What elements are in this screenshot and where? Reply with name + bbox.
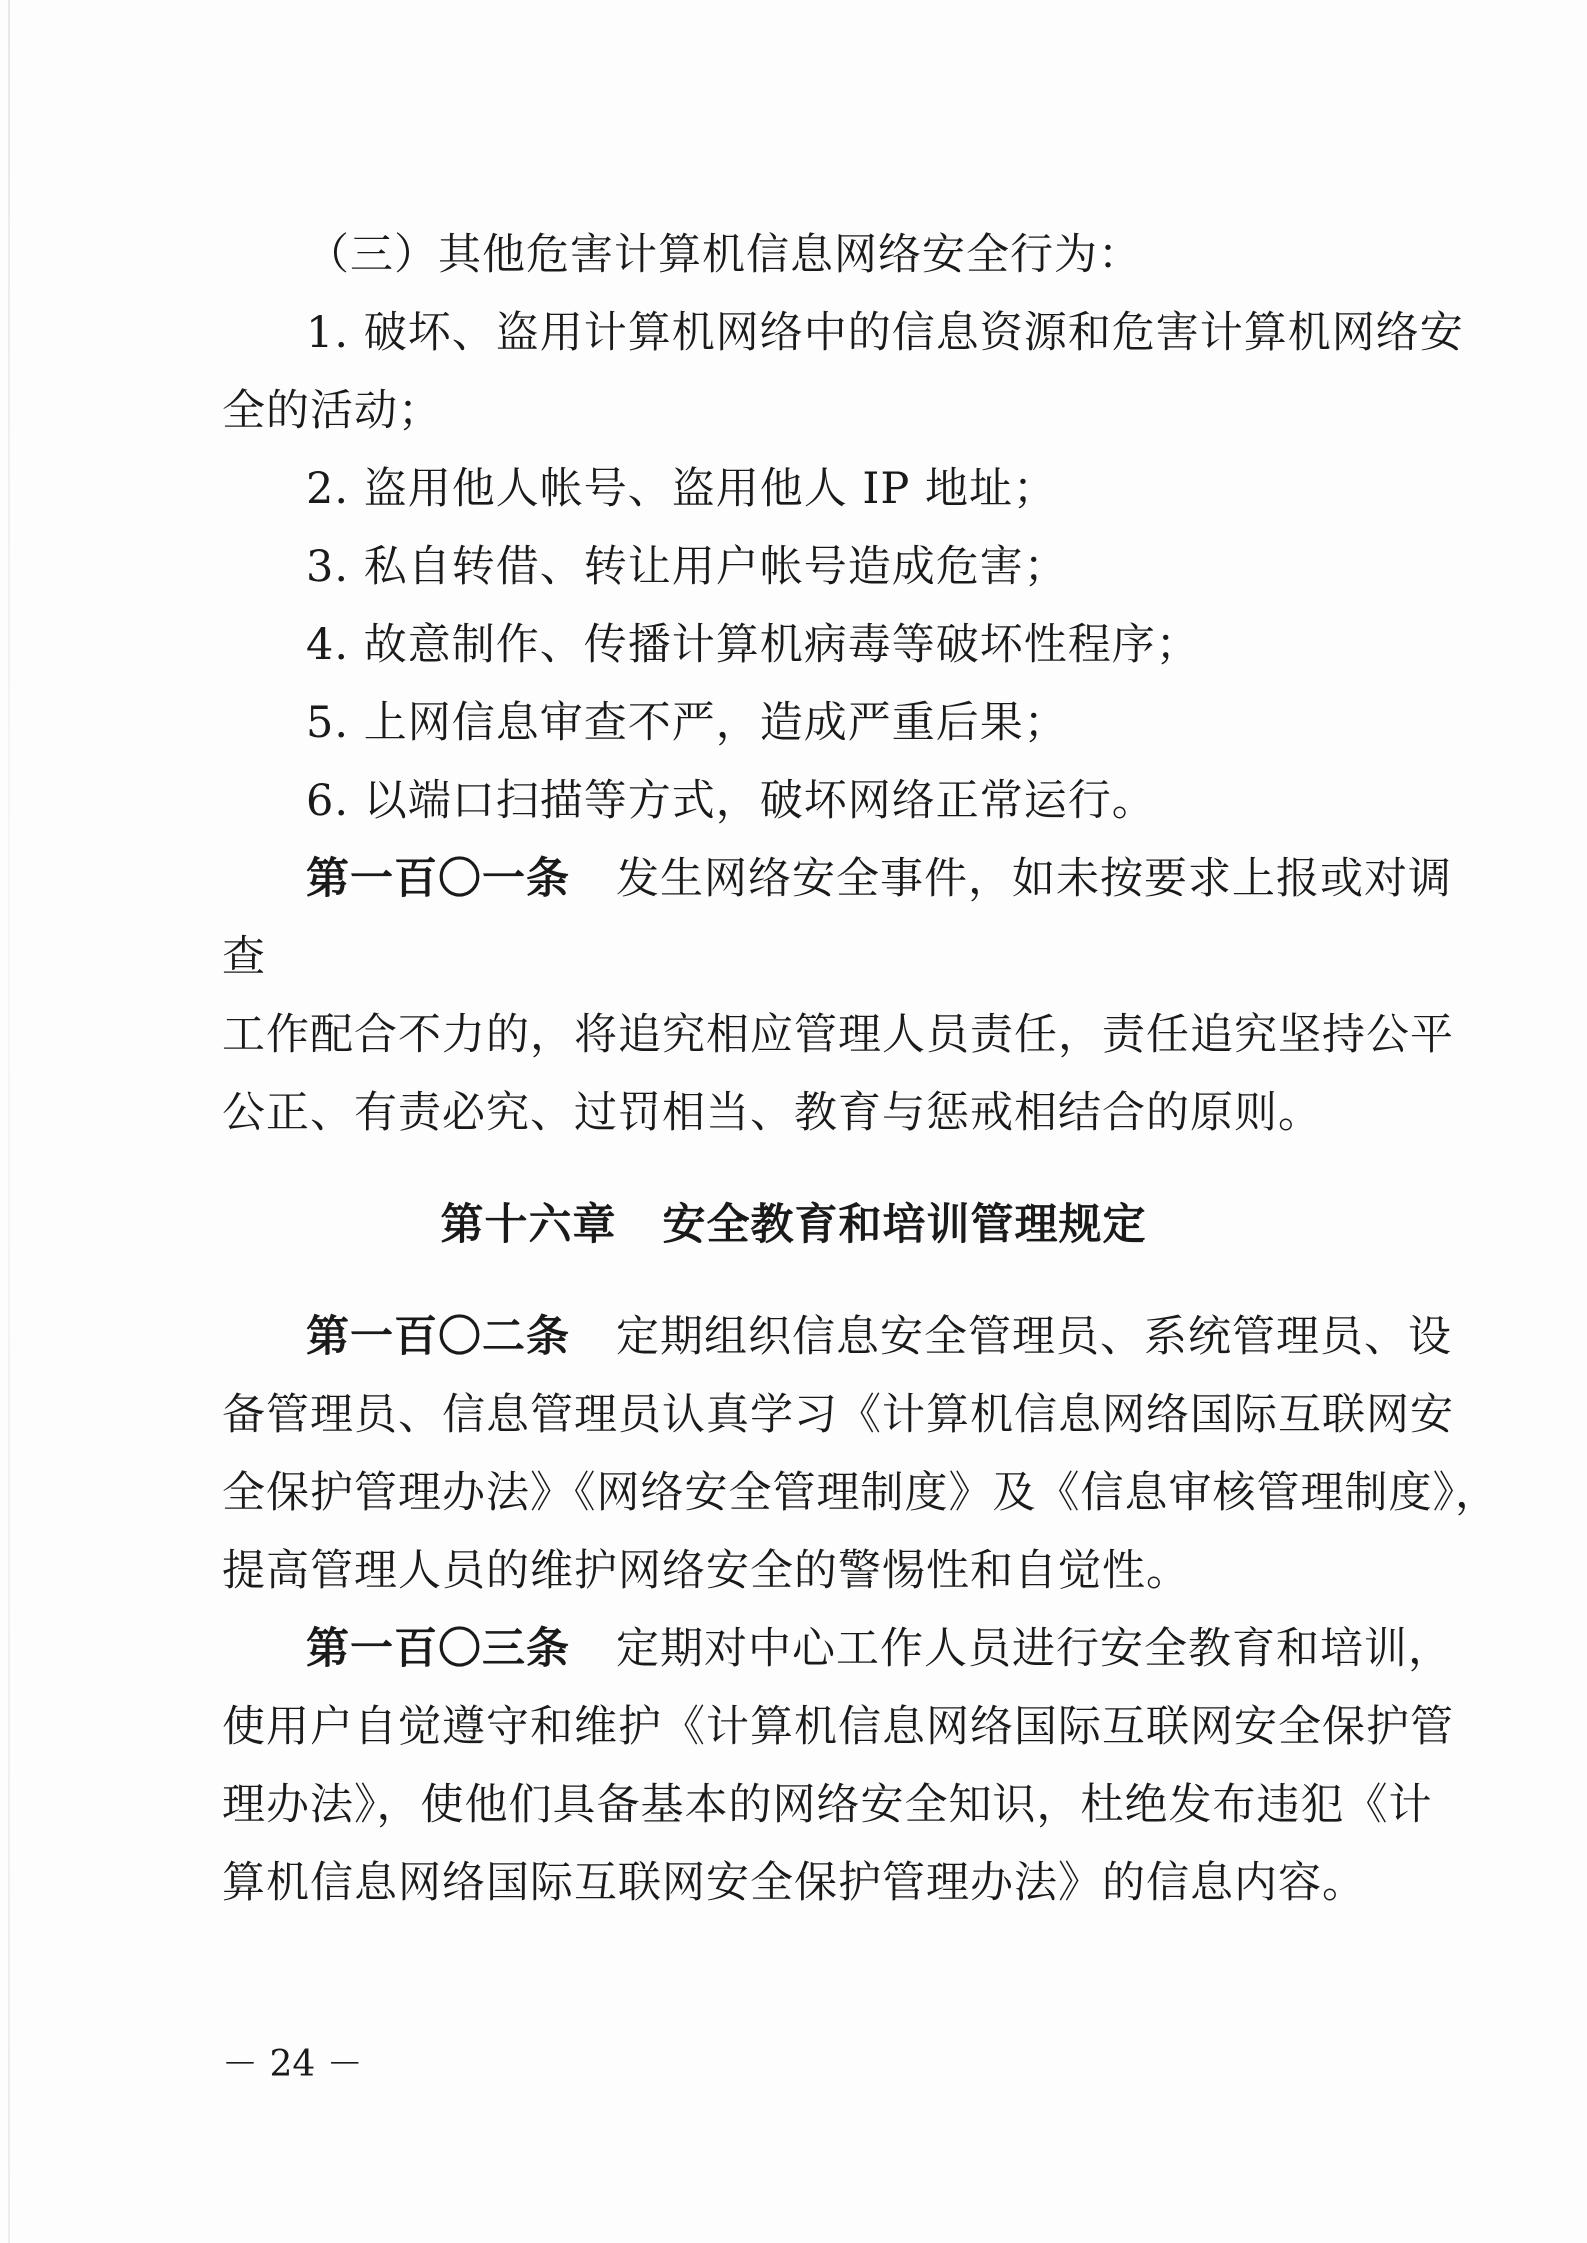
item-3: 3. 私自转借、转让用户帐号造成危害； xyxy=(306,542,1068,592)
chapter-number: 第十六章 xyxy=(440,1200,617,1250)
article-101-text-1: 发生网络安全事件，如未按要求上报或对调 xyxy=(616,854,1452,904)
article-103-label: 第一百〇三条 xyxy=(306,1624,570,1674)
article-102-line-1 xyxy=(306,1307,1452,1367)
chapter-heading xyxy=(0,1195,1587,1255)
article-102-line-4: 提高管理人员的维护网络安全的警惕性和自觉性。 xyxy=(222,1546,1190,1596)
item-6: 6. 以端口扫描等方式，破坏网络正常运行。 xyxy=(306,776,1156,826)
article-101-line-1 xyxy=(306,849,1452,909)
page-number: － 24 － xyxy=(222,2044,363,2085)
article-103-line-3: 理办法》，使他们具备基本的网络安全知识，杜绝发布违犯《计 xyxy=(222,1780,1433,1830)
article-103-line-1 xyxy=(306,1619,1452,1679)
article-102-line-2: 备管理员、信息管理员认真学习《计算机信息网络国际互联网安 xyxy=(222,1390,1454,1440)
article-103-line-4: 算机信息网络国际互联网安全保护管理办法》的信息内容。 xyxy=(222,1858,1366,1908)
article-102-text-1: 定期组织信息安全管理员、系统管理员、设 xyxy=(616,1312,1452,1362)
article-102-line-3: 全保护管理办法》《网络安全管理制度》及《信息审核管理制度》， xyxy=(222,1468,1499,1518)
clause-3-heading: （三）其他危害计算机信息网络安全行为： xyxy=(306,230,1142,280)
chapter-title: 安全教育和培训管理规定 xyxy=(662,1200,1147,1250)
article-103-text-1: 定期对中心工作人员进行安全教育和培训， xyxy=(616,1624,1452,1674)
scan-edge-shadow xyxy=(8,0,10,2243)
article-101-line-4: 公正、有责必究、过罚相当、教育与惩戒相结合的原则。 xyxy=(222,1088,1322,1138)
article-102-label: 第一百〇二条 xyxy=(306,1312,570,1362)
article-103-line-2: 使用户自觉遵守和维护《计算机信息网络国际互联网安全保护管 xyxy=(222,1702,1454,1752)
article-101-label: 第一百〇一条 xyxy=(306,854,570,904)
item-5: 5. 上网信息审查不严，造成严重后果； xyxy=(306,698,1068,748)
item-1-line-2: 全的活动； xyxy=(222,386,442,436)
article-101-line-3: 工作配合不力的，将追究相应管理人员责任，责任追究坚持公平 xyxy=(222,1010,1454,1060)
item-2: 2. 盗用他人帐号、盗用他人 IP 地址； xyxy=(306,464,1057,514)
item-1-line-1: 1. 破坏、盗用计算机网络中的信息资源和危害计算机网络安 xyxy=(306,308,1464,358)
article-101-line-2: 查 xyxy=(222,932,266,982)
item-4: 4. 故意制作、传播计算机病毒等破坏性程序； xyxy=(306,620,1200,670)
